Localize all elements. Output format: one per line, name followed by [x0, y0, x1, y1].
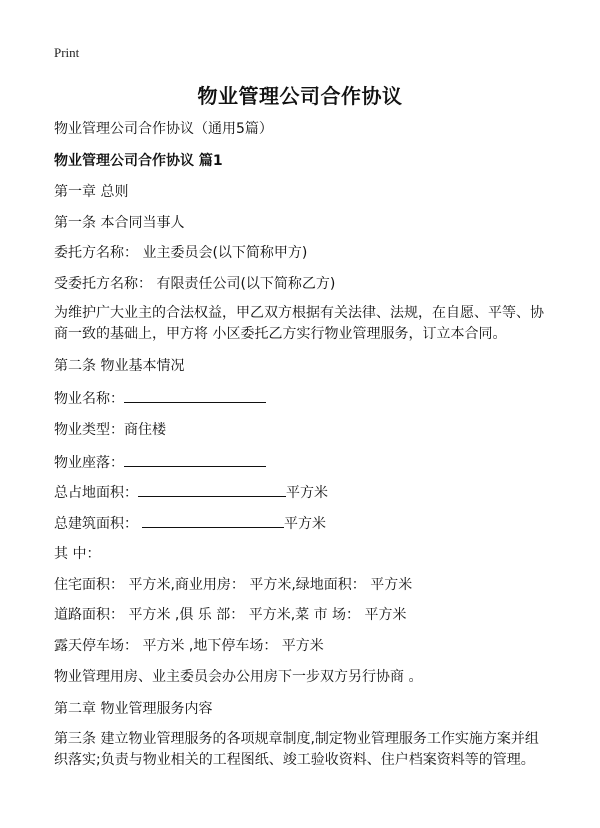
- document-title: 物业管理公司合作协议: [197, 84, 403, 108]
- total-building-label: 总建筑面积：: [54, 516, 138, 532]
- total-building-row: [54, 513, 326, 534]
- total-land-unit: 平方米: [286, 485, 328, 501]
- property-location-row: [54, 452, 266, 473]
- total-land-blank: [138, 482, 286, 497]
- property-name-label: 物业名称：: [54, 391, 124, 407]
- intro-paragraph: 为维护广大业主的合法权益，甲乙双方根据有关法律、法规，在自愿、平等、协商一致的基础上，甲方将 小区委托乙方实行物业管理服务，订立本合同。: [54, 305, 544, 342]
- total-land-label: 总占地面积：: [54, 485, 138, 501]
- chapter-1-heading: 第一章 总则: [54, 184, 129, 200]
- property-type: 物业类型：商住楼: [54, 422, 166, 438]
- chapter-2-heading: 第二章 物业管理服务内容: [54, 701, 213, 717]
- article-1: 第一条 本合同当事人: [54, 215, 185, 231]
- total-land-row: [54, 482, 328, 503]
- total-building-blank: [142, 513, 284, 528]
- property-location-blank: [124, 452, 266, 467]
- client-name: 委托方名称： 业主委员会(以下简称甲方): [54, 245, 308, 261]
- trustee-name: 受委托方名称： 有限责任公司(以下简称乙方): [54, 276, 336, 292]
- property-name-blank: [124, 388, 266, 403]
- total-building-unit: 平方米: [284, 516, 326, 532]
- document-subtitle: 物业管理公司合作协议（通用5篇）: [54, 121, 273, 137]
- article-2: 第二条 物业基本情况: [54, 358, 185, 374]
- areas-row-1: 住宅面积： 平方米,商业用房： 平方米,绿地面积： 平方米: [54, 577, 413, 593]
- management-rooms: 物业管理用房、业主委员会办公用房下一步双方另行协商 。: [54, 669, 423, 685]
- article-3: 第三条 建立物业管理服务的各项规章制度,制定物业管理服务工作实施方案并组织落实;负责与物业相关的工程图纸、竣工验收资料、住户档案资料等的管理。: [54, 731, 539, 768]
- print-link[interactable]: Print: [54, 45, 80, 60]
- areas-row-2: 道路面积： 平方米 ,俱 乐 部： 平方米,菜 市 场： 平方米: [54, 607, 407, 623]
- among-label: 其 中：: [54, 546, 101, 562]
- property-location-label: 物业座落：: [54, 455, 124, 471]
- section-heading: 物业管理公司合作协议 篇1: [54, 153, 223, 169]
- areas-row-3: 露天停车场： 平方米 ,地下停车场： 平方米: [54, 638, 324, 654]
- property-name-row: [54, 388, 266, 409]
